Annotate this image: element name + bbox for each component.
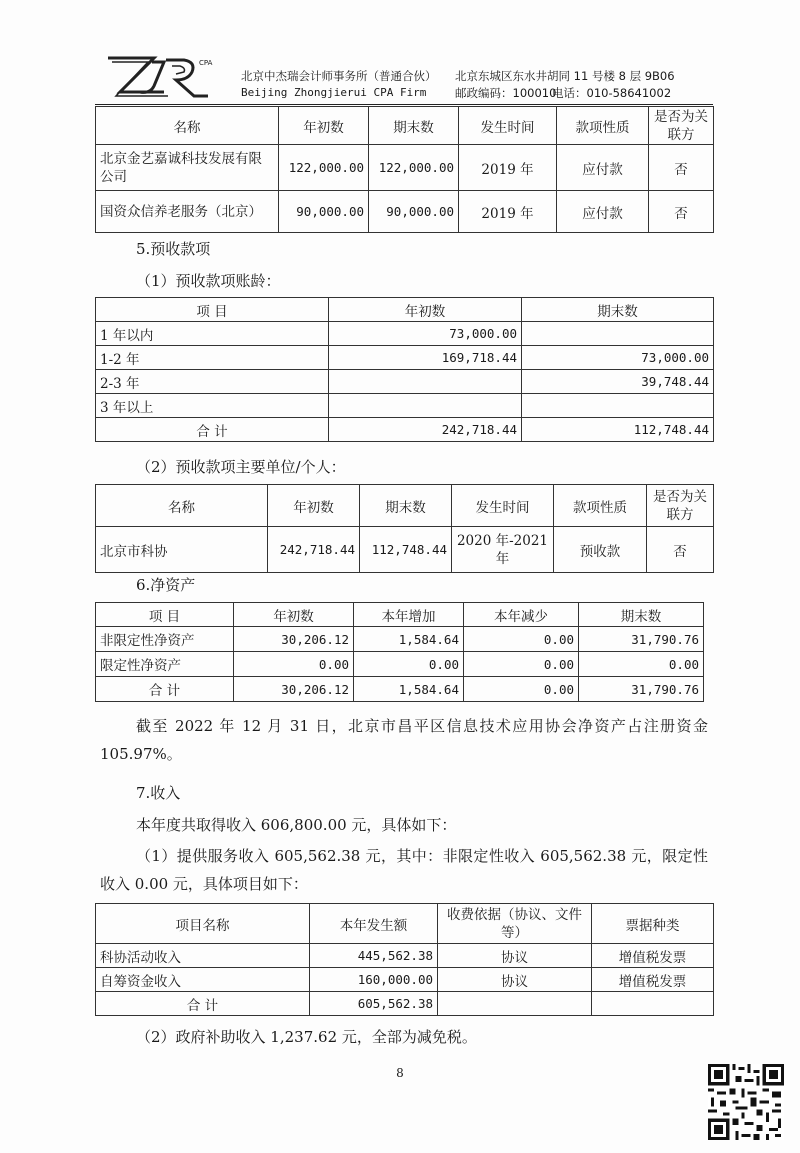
cell-closing: 31,790.76 — [579, 677, 704, 702]
cell-basis: 协议 — [438, 944, 592, 968]
header-cell: 年初数 — [329, 298, 522, 322]
header-cell: 本年增加 — [354, 603, 464, 627]
cell-decrease: 0.00 — [464, 677, 579, 702]
cell-basis — [438, 992, 592, 1016]
cell-name: 北京金艺嘉诚科技发展有限公司 — [96, 145, 279, 191]
cell-related: 否 — [647, 527, 714, 573]
header-cell: 名称 — [96, 107, 279, 145]
cell-closing — [522, 394, 714, 418]
cell-increase: 1,584.64 — [354, 627, 464, 652]
cell-project: 科协活动收入 — [96, 944, 310, 968]
cell-item: 2-3 年 — [96, 370, 329, 394]
cell-increase: 1,584.64 — [354, 677, 464, 702]
header-rule — [95, 104, 713, 105]
section-title-income: 7.收入 — [136, 784, 181, 802]
cell-item: 合 计 — [96, 418, 329, 442]
cell-closing: 112,748.44 — [522, 418, 714, 442]
payables-table — [95, 106, 714, 233]
cell-opening — [329, 370, 522, 394]
cell-amount: 445,562.38 — [310, 944, 438, 968]
cell-opening — [329, 394, 522, 418]
header-cell: 年初数 — [279, 107, 369, 145]
cell-amount: 605,562.38 — [310, 992, 438, 1016]
firm-address: 北京东城区东水井胡同 11 号楼 8 层 9B06 — [455, 69, 675, 83]
subsection-major-units: （2）预收款项主要单位/个人： — [136, 458, 346, 476]
table-row — [96, 191, 714, 233]
table-header-row — [96, 485, 714, 527]
table-row — [96, 627, 704, 652]
table-row — [96, 652, 704, 677]
paragraph-service-income: （1）提供服务收入 605,562.38 元，其中：非限定性收入 605,562.38 元，限定性收入 0.00 元，具体项目如下： — [100, 847, 708, 893]
table-total-row — [96, 677, 704, 702]
cell-item: 限定性净资产 — [96, 652, 234, 677]
table-header-row — [96, 904, 714, 944]
cell-nature: 应付款 — [557, 145, 649, 191]
cell-time: 2019 年 — [459, 145, 557, 191]
table-header-row — [96, 603, 704, 627]
cell-closing: 39,748.44 — [522, 370, 714, 394]
cell-nature: 预收款 — [554, 527, 647, 573]
header-cell: 期末数 — [579, 603, 704, 627]
header-cell: 发生时间 — [452, 485, 554, 527]
cell-item: 1-2 年 — [96, 346, 329, 370]
cell-time: 2019 年 — [459, 191, 557, 233]
page-number: 8 — [396, 1066, 404, 1080]
paragraph-income-total: 本年度共取得收入 606,800.00 元，具体如下： — [136, 816, 457, 834]
cell-item: 合 计 — [96, 677, 234, 702]
cell-opening: 0.00 — [234, 652, 354, 677]
subsection-aging: （1）预收款项账龄： — [136, 272, 281, 290]
header-cell: 是否为关联方 — [649, 107, 714, 145]
cell-opening: 242,718.44 — [329, 418, 522, 442]
table-row — [96, 968, 714, 992]
header-cell: 年初数 — [268, 485, 360, 527]
table-row — [96, 145, 714, 191]
aging-table — [95, 297, 714, 442]
cell-basis: 协议 — [438, 968, 592, 992]
cell-closing: 112,748.44 — [360, 527, 452, 573]
table-row — [96, 527, 714, 573]
cell-increase: 0.00 — [354, 652, 464, 677]
qr-code-icon — [708, 1064, 784, 1140]
advance-receipts-table — [95, 484, 714, 573]
cell-time: 2020 年-2021 年 — [452, 527, 554, 573]
cell-closing: 31,790.76 — [579, 627, 704, 652]
table-row — [96, 370, 714, 394]
section-title-net-assets: 6.净资产 — [136, 576, 196, 594]
cell-opening: 90,000.00 — [279, 191, 369, 233]
logo-superscript: CPA — [199, 59, 213, 67]
cell-decrease: 0.00 — [464, 627, 579, 652]
header-cell: 期末数 — [369, 107, 459, 145]
header-cell: 期末数 — [360, 485, 452, 527]
cell-closing — [522, 322, 714, 346]
firm-postcode: 邮政编码：100010 — [455, 86, 557, 100]
table-row — [96, 944, 714, 968]
table-header-row — [96, 107, 714, 145]
cell-opening: 73,000.00 — [329, 322, 522, 346]
header-cell: 项 目 — [96, 603, 234, 627]
table-header-row — [96, 298, 714, 322]
table-row — [96, 394, 714, 418]
cell-opening: 169,718.44 — [329, 346, 522, 370]
paragraph-government-subsidy: （2）政府补助收入 1,237.62 元，全部为减免税。 — [136, 1028, 477, 1046]
header-cell: 票据种类 — [592, 904, 714, 944]
cell-item: 1 年以内 — [96, 322, 329, 346]
cell-invoice-type: 增值税发票 — [592, 944, 714, 968]
cell-related: 否 — [649, 191, 714, 233]
cell-project: 合 计 — [96, 992, 310, 1016]
table-row — [96, 346, 714, 370]
section-title-advance-receipts: 5.预收款项 — [136, 240, 211, 258]
header-cell: 名称 — [96, 485, 268, 527]
cell-project: 自筹资金收入 — [96, 968, 310, 992]
header-cell: 本年发生额 — [310, 904, 438, 944]
cell-opening: 122,000.00 — [279, 145, 369, 191]
header-cell: 项目名称 — [96, 904, 310, 944]
cell-closing: 122,000.00 — [369, 145, 459, 191]
firm-phone: 电话：010-58641002 — [552, 86, 672, 100]
cell-item: 3 年以上 — [96, 394, 329, 418]
cell-invoice-type: 增值税发票 — [592, 968, 714, 992]
net-assets-table — [95, 602, 704, 702]
cell-amount: 160,000.00 — [310, 968, 438, 992]
cell-nature: 应付款 — [557, 191, 649, 233]
paragraph-net-assets-ratio: 截至 2022 年 12 月 31 日，北京市昌平区信息技术应用协会净资产占注册资金 105.97%。 — [100, 717, 708, 763]
header-cell: 收费依据（协议、文件等） — [438, 904, 592, 944]
cell-item: 非限定性净资产 — [96, 627, 234, 652]
header-cell: 期末数 — [522, 298, 714, 322]
cell-closing: 73,000.00 — [522, 346, 714, 370]
cell-decrease: 0.00 — [464, 652, 579, 677]
cell-closing: 90,000.00 — [369, 191, 459, 233]
cell-opening: 30,206.12 — [234, 677, 354, 702]
header-cell: 年初数 — [234, 603, 354, 627]
table-row — [96, 322, 714, 346]
header-cell: 是否为关联方 — [647, 485, 714, 527]
cell-name: 北京市科协 — [96, 527, 268, 573]
firm-name-en: Beijing Zhongjierui CPA Firm — [241, 86, 427, 99]
header-cell: 本年减少 — [464, 603, 579, 627]
table-total-row — [96, 418, 714, 442]
cell-opening: 242,718.44 — [268, 527, 360, 573]
header-cell: 款项性质 — [557, 107, 649, 145]
cell-name: 国资众信养老服务（北京） — [96, 191, 279, 233]
header-cell: 款项性质 — [554, 485, 647, 527]
cell-related: 否 — [649, 145, 714, 191]
cell-closing: 0.00 — [579, 652, 704, 677]
firm-name-cn: 北京中杰瑞会计师事务所（普通合伙） — [241, 69, 437, 83]
header-cell: 项 目 — [96, 298, 329, 322]
income-table — [95, 903, 714, 1016]
cell-invoice-type — [592, 992, 714, 1016]
table-total-row — [96, 992, 714, 1016]
header-cell: 发生时间 — [459, 107, 557, 145]
cell-opening: 30,206.12 — [234, 627, 354, 652]
